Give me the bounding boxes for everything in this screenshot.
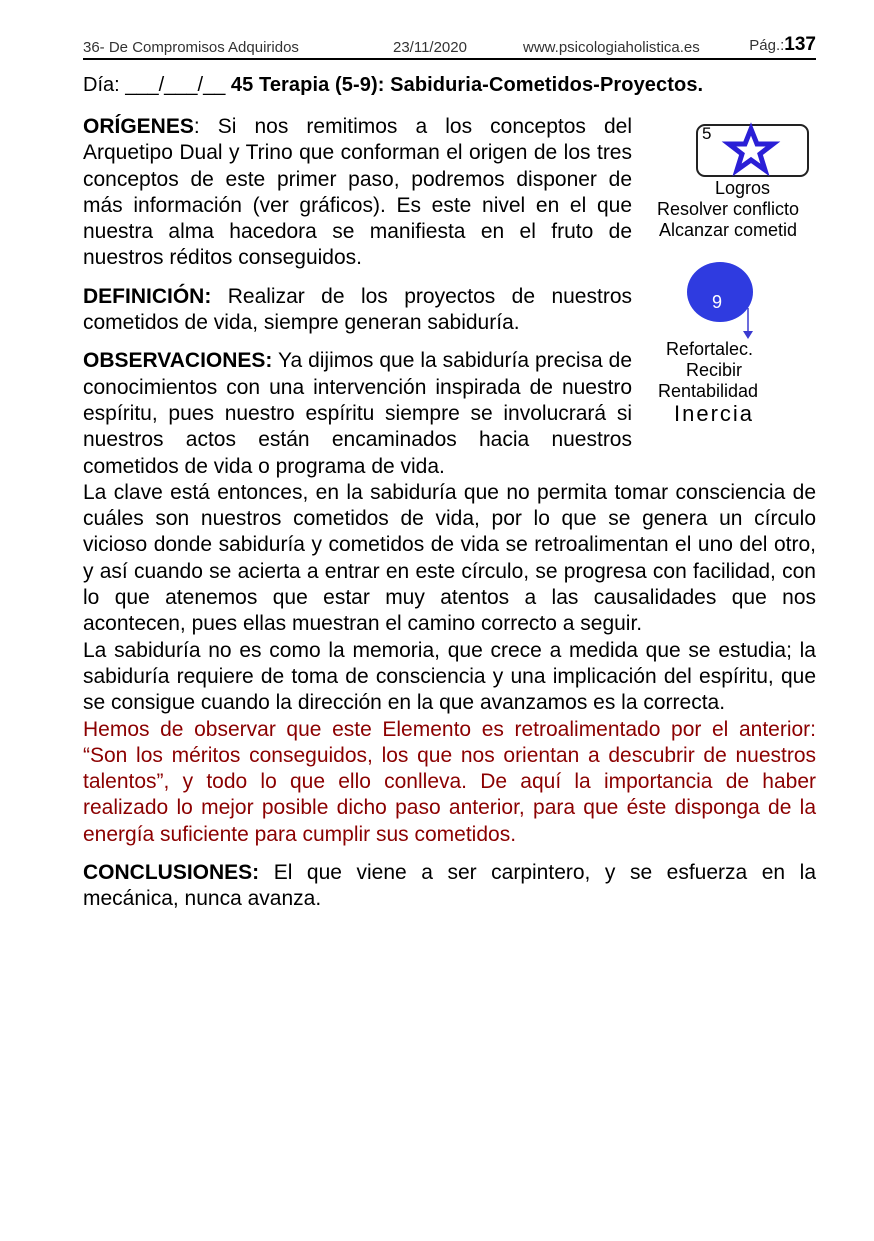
title-date-prefix: Día: ___/___/__	[83, 74, 231, 96]
observaciones-text: Ya dijimos que la sabiduría precisa de conocimientos con una intervención inspirada de nuestro espíritu, pues nuestro espíritu siempre se involucrará si nuestros actos están encaminados hacia nuestros cometidos de vida o programa de vida.	[83, 349, 632, 478]
header-date: 23/11/2020	[393, 39, 467, 56]
circle-number: 9	[712, 292, 723, 312]
page-label: Pág.:	[749, 37, 785, 54]
conclusiones-text: El que viene a ser carpintero, y se esfuerza en la mecánica, nunca avanza.	[83, 861, 816, 911]
box-label: Alcanzar cometid	[659, 220, 798, 240]
definicion-label: DEFINICIÓN:	[83, 284, 212, 308]
paragraph-clave: La clave está entonces, en la sabiduría que no permita tomar consciencia de cuáles son nuestros cometidos de vida, por lo que se genera un círculo vicioso donde sabiduría y cometidos de vida se retroalimentan el uno del otro, y así cuando se acierta a entrar en este círculo, se progresa con facilidad, con lo que atenemos que estar muy atentos a las causalidades que nos acontecen, pues ellas muestran el camino correcto a seguir.	[83, 480, 816, 636]
observaciones-label: OBSERVACIONES:	[83, 349, 273, 373]
title-text: 45 Terapia (5-9): Sabiduria-Cometidos-Proyectos.	[230, 74, 704, 96]
circle-label: Refortalec.	[666, 339, 754, 359]
conclusiones-label: CONCLUSIONES:	[83, 861, 260, 885]
paragraph-highlight: Hemos de observar que este Elemento es retroalimentado por el anterior: “Son los méritos conseguidos, los que nos orientan a descubrir de nuestros talentos”, y todo lo que ello conlleva. De aquí la importancia de haber realizado lo mejor posible dicho paso anterior, para que éste disponga de la energía suficiente para cumplir sus cometidos.	[83, 717, 816, 846]
circle-label: Rentabilidad	[658, 381, 759, 401]
box-label: Logros	[715, 178, 771, 198]
definicion-text: Realizar de los proyectos de nuestros cometidos de vida, siempre generan sabiduría.	[83, 284, 632, 335]
circle-label: Inercia	[674, 401, 755, 426]
header-doc-title: 36- De Compromisos Adquiridos	[83, 39, 299, 56]
paragraph-memoria: La sabiduría no es como la memoria, que crece a medida que se estudia; la sabiduría requiere de toma de consciencia y una implicación del espíritu, que se consigue cuando la dirección en la que avanzamos es la correcta.	[83, 638, 816, 715]
document-body	[83, 114, 816, 913]
paragraph-conclusiones	[83, 860, 816, 913]
circle-label: Recibir	[686, 360, 743, 380]
origenes-text: : Si nos remitimos a los conceptos del Arquetipo Dual y Trino que conforman el origen de los tres conceptos de este primer paso, podremos disponer de más información (ver gráficos). Es este nivel en el que nuestra alma hacedora se manifiesta en el fruto de nuestros réditos conseguidos.	[83, 115, 632, 270]
header-page	[749, 34, 816, 56]
page-header	[83, 34, 816, 60]
page-title	[83, 74, 703, 97]
box-number: 5	[702, 124, 712, 143]
box-label: Resolver conflicto	[657, 199, 800, 219]
header-website: www.psicologiaholistica.es	[523, 39, 700, 56]
origenes-label: ORÍGENES	[83, 115, 194, 138]
page-number: 137	[784, 34, 816, 55]
